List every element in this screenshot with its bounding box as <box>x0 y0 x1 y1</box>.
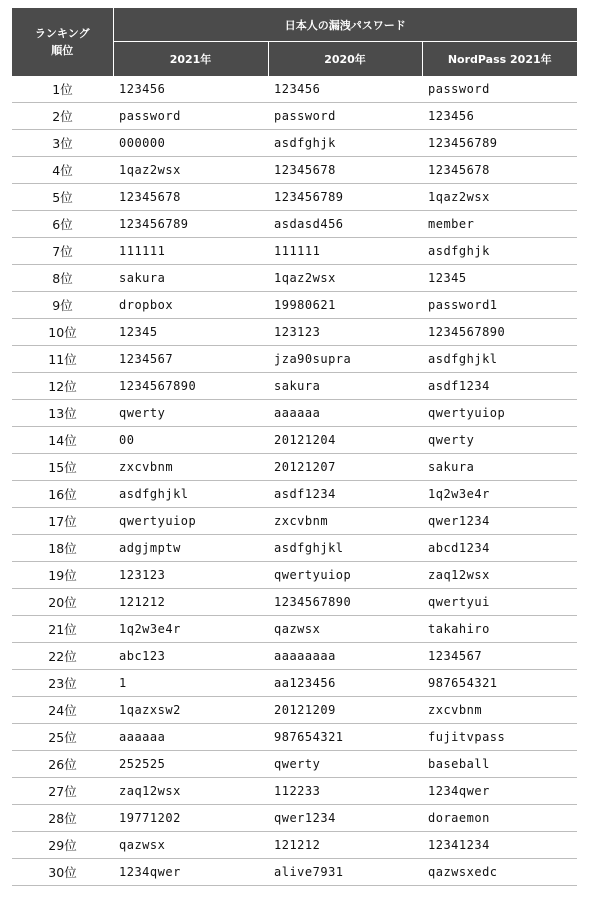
password-2020-cell: 1234567890 <box>268 589 422 616</box>
password-2021-cell: zxcvbnm <box>113 454 268 481</box>
password-2021-cell: 12345678 <box>113 184 268 211</box>
rank-cell: 25位 <box>12 724 113 751</box>
rank-cell: 12位 <box>12 373 113 400</box>
password-2020-cell: 987654321 <box>268 724 422 751</box>
password-2021-cell: zaq12wsx <box>113 778 268 805</box>
table-row <box>12 211 577 238</box>
password-2021-cell: sakura <box>113 265 268 292</box>
rank-header-line2: 順位 <box>51 44 74 57</box>
rank-cell: 28位 <box>12 805 113 832</box>
table-row <box>12 832 577 859</box>
password-nordpass-cell: qwertyui <box>422 589 577 616</box>
rank-cell: 19位 <box>12 562 113 589</box>
rank-cell: 20位 <box>12 589 113 616</box>
password-2020-cell: asdf1234 <box>268 481 422 508</box>
password-2020-cell: aaaaaaaa <box>268 643 422 670</box>
password-2020-cell: 123456789 <box>268 184 422 211</box>
rank-cell: 1位 <box>12 76 113 103</box>
password-2021-cell: qwertyuiop <box>113 508 268 535</box>
password-2020-cell: 123123 <box>268 319 422 346</box>
password-2020-cell: 20121204 <box>268 427 422 454</box>
group-header: 日本人の漏洩パスワード <box>113 8 577 42</box>
table-row <box>12 535 577 562</box>
table-row <box>12 346 577 373</box>
password-2020-cell: 121212 <box>268 832 422 859</box>
password-nordpass-cell: 123456 <box>422 103 577 130</box>
password-nordpass-cell: sakura <box>422 454 577 481</box>
table-row <box>12 319 577 346</box>
password-nordpass-cell: baseball <box>422 751 577 778</box>
table-row <box>12 373 577 400</box>
table-body <box>12 76 577 886</box>
table-row <box>12 130 577 157</box>
password-ranking-table <box>12 8 577 886</box>
rank-cell: 21位 <box>12 616 113 643</box>
rank-cell: 26位 <box>12 751 113 778</box>
password-2021-cell: 1234qwer <box>113 859 268 886</box>
password-nordpass-cell: 1q2w3e4r <box>422 481 577 508</box>
rank-cell: 23位 <box>12 670 113 697</box>
col-header-2020: 2020年 <box>268 42 422 77</box>
password-nordpass-cell: asdf1234 <box>422 373 577 400</box>
table-header <box>12 8 577 76</box>
table-row <box>12 859 577 886</box>
password-2021-cell: 12345 <box>113 319 268 346</box>
password-2020-cell: 20121207 <box>268 454 422 481</box>
password-2021-cell: 1qaz2wsx <box>113 157 268 184</box>
table-row <box>12 76 577 103</box>
password-2020-cell: 111111 <box>268 238 422 265</box>
password-2020-cell: zxcvbnm <box>268 508 422 535</box>
password-nordpass-cell: doraemon <box>422 805 577 832</box>
table-row <box>12 238 577 265</box>
password-2021-cell: 00 <box>113 427 268 454</box>
password-2021-cell: 123456 <box>113 76 268 103</box>
rank-cell: 8位 <box>12 265 113 292</box>
password-2020-cell: sakura <box>268 373 422 400</box>
rank-cell: 6位 <box>12 211 113 238</box>
table-row <box>12 265 577 292</box>
password-nordpass-cell: qazwsxedc <box>422 859 577 886</box>
password-nordpass-cell: qwerty <box>422 427 577 454</box>
table-row <box>12 454 577 481</box>
table-row <box>12 157 577 184</box>
password-nordpass-cell: zxcvbnm <box>422 697 577 724</box>
table-row <box>12 103 577 130</box>
password-ranking-table-container <box>12 8 577 886</box>
password-2020-cell: qwerty <box>268 751 422 778</box>
password-nordpass-cell: 123456789 <box>422 130 577 157</box>
password-2021-cell: 1234567 <box>113 346 268 373</box>
password-2020-cell: qwer1234 <box>268 805 422 832</box>
password-nordpass-cell: qwer1234 <box>422 508 577 535</box>
password-nordpass-cell: asdfghjkl <box>422 346 577 373</box>
password-2020-cell: 112233 <box>268 778 422 805</box>
password-2020-cell: alive7931 <box>268 859 422 886</box>
table-row <box>12 616 577 643</box>
table-row <box>12 400 577 427</box>
rank-cell: 5位 <box>12 184 113 211</box>
table-row <box>12 751 577 778</box>
password-2021-cell: password <box>113 103 268 130</box>
rank-cell: 29位 <box>12 832 113 859</box>
table-row <box>12 292 577 319</box>
password-nordpass-cell: 1234qwer <box>422 778 577 805</box>
table-row <box>12 805 577 832</box>
rank-cell: 16位 <box>12 481 113 508</box>
password-2020-cell: aa123456 <box>268 670 422 697</box>
rank-cell: 22位 <box>12 643 113 670</box>
password-nordpass-cell: password <box>422 76 577 103</box>
table-row <box>12 778 577 805</box>
rank-cell: 24位 <box>12 697 113 724</box>
password-2021-cell: 121212 <box>113 589 268 616</box>
table-row <box>12 184 577 211</box>
password-2020-cell: qazwsx <box>268 616 422 643</box>
password-2021-cell: 123123 <box>113 562 268 589</box>
rank-cell: 18位 <box>12 535 113 562</box>
rank-cell: 30位 <box>12 859 113 886</box>
table-row <box>12 724 577 751</box>
rank-cell: 10位 <box>12 319 113 346</box>
rank-cell: 4位 <box>12 157 113 184</box>
password-2021-cell: 1q2w3e4r <box>113 616 268 643</box>
password-nordpass-cell: abcd1234 <box>422 535 577 562</box>
password-2021-cell: abc123 <box>113 643 268 670</box>
password-2021-cell: aaaaaa <box>113 724 268 751</box>
password-2020-cell: asdfghjkl <box>268 535 422 562</box>
rank-cell: 2位 <box>12 103 113 130</box>
password-nordpass-cell: 12345 <box>422 265 577 292</box>
password-nordpass-cell: takahiro <box>422 616 577 643</box>
password-nordpass-cell: zaq12wsx <box>422 562 577 589</box>
password-2021-cell: qwerty <box>113 400 268 427</box>
table-row <box>12 481 577 508</box>
rank-column-header <box>12 8 113 76</box>
password-2020-cell: jza90supra <box>268 346 422 373</box>
rank-cell: 9位 <box>12 292 113 319</box>
password-nordpass-cell: password1 <box>422 292 577 319</box>
rank-cell: 15位 <box>12 454 113 481</box>
col-header-2021: 2021年 <box>113 42 268 77</box>
password-nordpass-cell: member <box>422 211 577 238</box>
password-2021-cell: 000000 <box>113 130 268 157</box>
password-2020-cell: asdasd456 <box>268 211 422 238</box>
table-row <box>12 697 577 724</box>
password-2021-cell: 252525 <box>113 751 268 778</box>
password-2021-cell: 1 <box>113 670 268 697</box>
password-2020-cell: 12345678 <box>268 157 422 184</box>
password-2021-cell: 111111 <box>113 238 268 265</box>
password-2020-cell: password <box>268 103 422 130</box>
password-nordpass-cell: 1234567 <box>422 643 577 670</box>
rank-cell: 13位 <box>12 400 113 427</box>
password-2020-cell: 1qaz2wsx <box>268 265 422 292</box>
password-2021-cell: asdfghjkl <box>113 481 268 508</box>
password-nordpass-cell: 987654321 <box>422 670 577 697</box>
password-2020-cell: aaaaaa <box>268 400 422 427</box>
password-2021-cell: 19771202 <box>113 805 268 832</box>
rank-cell: 27位 <box>12 778 113 805</box>
password-nordpass-cell: 12341234 <box>422 832 577 859</box>
col-header-nordpass: NordPass 2021年 <box>422 42 577 77</box>
rank-cell: 14位 <box>12 427 113 454</box>
password-2021-cell: 1234567890 <box>113 373 268 400</box>
rank-header-line1: ランキング <box>34 27 90 40</box>
password-2021-cell: qazwsx <box>113 832 268 859</box>
table-row <box>12 670 577 697</box>
password-2021-cell: dropbox <box>113 292 268 319</box>
password-nordpass-cell: 1qaz2wsx <box>422 184 577 211</box>
password-2021-cell: 123456789 <box>113 211 268 238</box>
password-2020-cell: asdfghjk <box>268 130 422 157</box>
table-row <box>12 643 577 670</box>
password-2020-cell: 19980621 <box>268 292 422 319</box>
password-2020-cell: qwertyuiop <box>268 562 422 589</box>
password-nordpass-cell: 12345678 <box>422 157 577 184</box>
rank-cell: 7位 <box>12 238 113 265</box>
table-row <box>12 508 577 535</box>
rank-cell: 11位 <box>12 346 113 373</box>
password-2021-cell: adgjmptw <box>113 535 268 562</box>
password-nordpass-cell: 1234567890 <box>422 319 577 346</box>
password-2020-cell: 123456 <box>268 76 422 103</box>
rank-cell: 17位 <box>12 508 113 535</box>
password-nordpass-cell: asdfghjk <box>422 238 577 265</box>
password-2020-cell: 20121209 <box>268 697 422 724</box>
table-row <box>12 427 577 454</box>
password-nordpass-cell: qwertyuiop <box>422 400 577 427</box>
table-row <box>12 562 577 589</box>
rank-cell: 3位 <box>12 130 113 157</box>
password-nordpass-cell: fujitvpass <box>422 724 577 751</box>
table-row <box>12 589 577 616</box>
password-2021-cell: 1qazxsw2 <box>113 697 268 724</box>
